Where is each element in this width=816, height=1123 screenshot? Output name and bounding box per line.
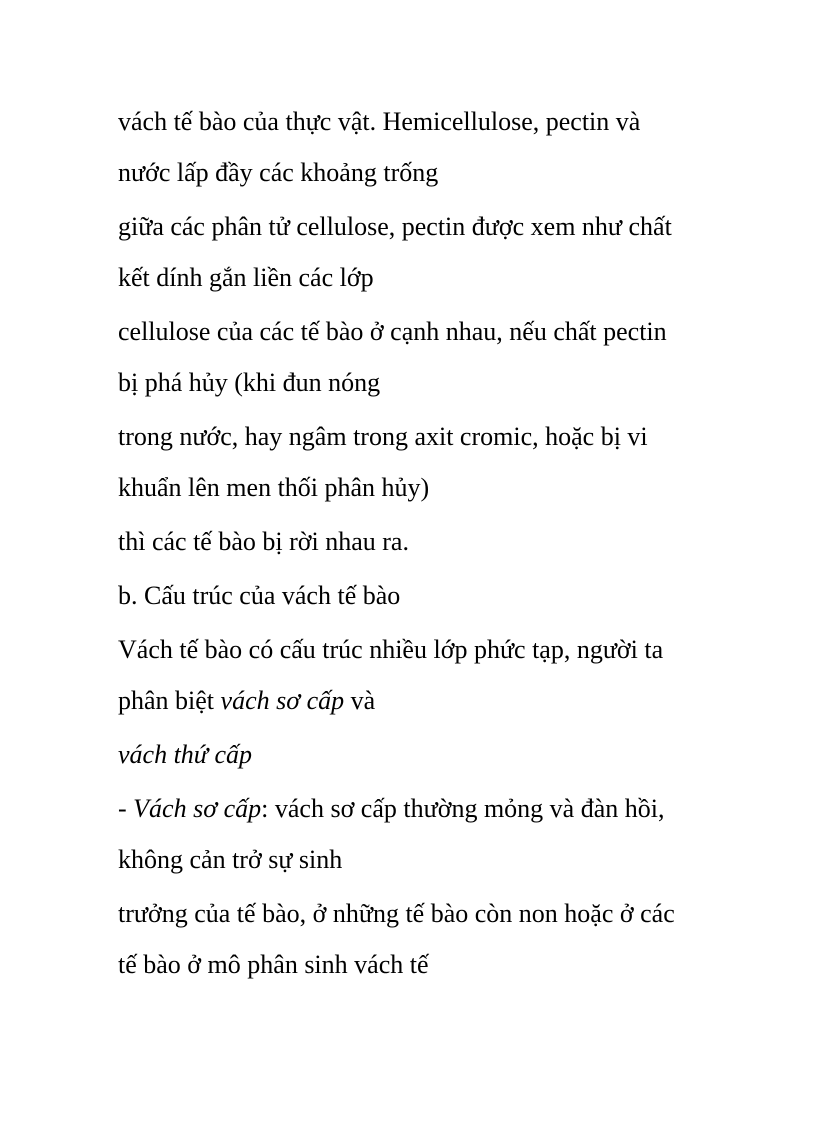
section-heading-text: b. Cấu trúc của vách tế bào xyxy=(118,581,401,610)
paragraph-5-line-1: thì các tế bào bị rời nhau ra. xyxy=(118,527,409,556)
paragraph-9-line-2: không cản trở sự sinh xyxy=(118,845,343,874)
paragraph-7-line-2-tail: và xyxy=(344,686,376,715)
paragraph-10-line-1: trưởng của tế bào, ở những tế bào còn non hoặc ở các xyxy=(118,899,675,928)
paragraph-9-line-1-text: : vách sơ cấp thường mỏng và đàn hồi, xyxy=(261,794,665,823)
paragraph-7-line-1: Vách tế bào có cấu trúc nhiều lớp phức tạp, người ta xyxy=(118,635,664,664)
paragraph-4 xyxy=(118,411,718,513)
paragraph-3-line-1: cellulose của các tế bào ở cạnh nhau, nếu chất pectin xyxy=(118,317,667,346)
paragraph-1 xyxy=(118,96,718,198)
paragraph-3 xyxy=(118,306,718,408)
paragraph-1-line-1: vách tế bào của thực vật. Hemicellulose, pectin và xyxy=(118,107,641,136)
paragraph-2-line-1: giữa các phân tử cellulose, pectin được xem như chất xyxy=(118,212,672,241)
paragraph-10 xyxy=(118,888,718,990)
paragraph-10-line-2: tế bào ở mô phân sinh vách tế xyxy=(118,950,429,979)
paragraph-7-line-2 xyxy=(118,675,718,726)
list-dash: - xyxy=(118,794,134,823)
paragraph-1-line-2: nước lấp đầy các khoảng trống xyxy=(118,158,439,187)
emphasis-secondary-wall: vách thứ cấp xyxy=(118,740,253,769)
paragraph-7 xyxy=(118,624,718,726)
paragraph-2-line-2: kết dính gắn liền các lớp xyxy=(118,263,374,292)
paragraph-4-line-2: khuẩn lên men thối phân hủy) xyxy=(118,473,430,502)
paragraph-2 xyxy=(118,201,718,303)
paragraph-7-line-2-text: phân biệt xyxy=(118,686,221,715)
body-text xyxy=(118,96,718,990)
paragraph-8-line-1 xyxy=(118,729,718,780)
paragraph-4-line-1: trong nước, hay ngâm trong axit cromic, hoặc bị vi xyxy=(118,422,648,451)
paragraph-8 xyxy=(118,729,718,780)
paragraph-9-line-1 xyxy=(118,783,718,834)
paragraph-9 xyxy=(118,783,718,885)
emphasis-primary-wall-term: Vách sơ cấp xyxy=(133,794,262,823)
emphasis-primary-wall: vách sơ cấp xyxy=(220,686,345,715)
section-heading xyxy=(118,570,718,621)
paragraph-3-line-2: bị phá hủy (khi đun nóng xyxy=(118,368,381,397)
paragraph-5 xyxy=(118,516,718,567)
